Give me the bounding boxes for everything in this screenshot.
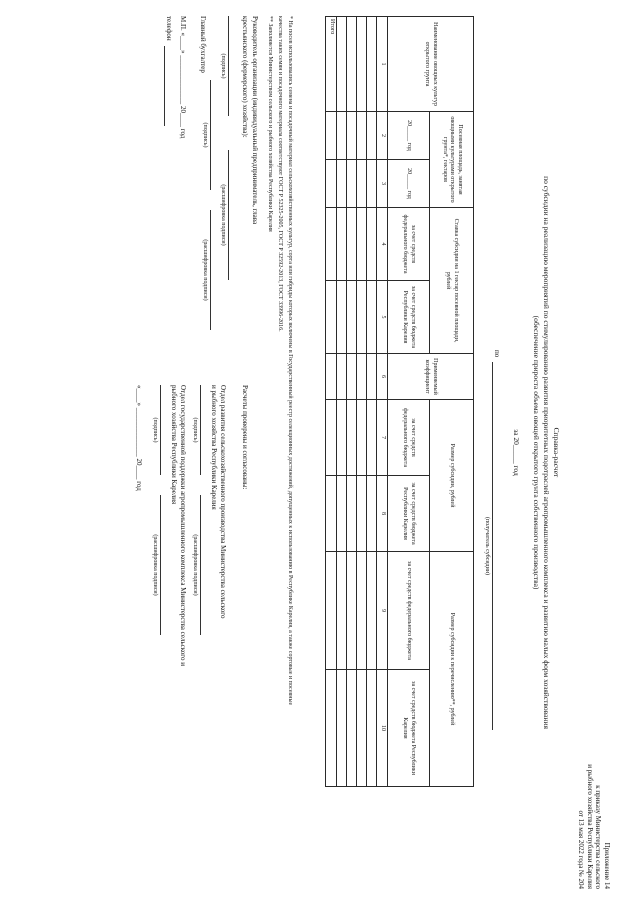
- column-number: 4: [377, 208, 388, 281]
- header-area-year1: 20_____ год: [388, 112, 430, 160]
- table-cell[interactable]: [326, 670, 337, 787]
- table-row: [337, 17, 347, 787]
- table-cell[interactable]: [326, 552, 337, 670]
- approval-date-line: «____» ______________ 20____ год: [135, 385, 143, 491]
- head-signature-field: [228, 16, 229, 116]
- for-label: по: [493, 350, 501, 358]
- table-cell[interactable]: [367, 354, 377, 400]
- checked-agreed-label: Расчеты проверены и согласованы:: [241, 385, 249, 490]
- table-cell[interactable]: [347, 552, 357, 670]
- doc-title: Справка-расчет: [552, 427, 561, 478]
- period-line: за 20_____ год: [512, 429, 521, 476]
- table-cell[interactable]: [357, 670, 367, 787]
- dept2-signature-field: [160, 385, 161, 475]
- table-cell[interactable]: [347, 160, 357, 208]
- appendix-line: и рыбного хозяйства Республики Карелия: [586, 764, 594, 889]
- footnote-1b: качества таких семян и посадочного материала соответствуют ГОСТ Р 52325-2005, ГОСТ Р 32592-2013, ГОСТ 33996-2016.: [277, 16, 283, 332]
- column-number: 5: [377, 281, 388, 354]
- appendix-line: к приказу Министерства сельского: [594, 785, 603, 889]
- column-number: 1: [377, 17, 388, 112]
- head-line-1: Руководитель организации (индивидуальный предприниматель, глава: [251, 16, 259, 225]
- appendix-line: от 13 мая 2022 года № 204: [577, 810, 586, 889]
- subsidy-table: [325, 16, 474, 787]
- column-number: 10: [377, 670, 388, 787]
- table-cell[interactable]: [367, 670, 377, 787]
- table-cell[interactable]: [367, 400, 377, 476]
- table-row: [367, 17, 377, 787]
- column-number: 8: [377, 476, 388, 552]
- table-cell[interactable]: [367, 112, 377, 160]
- chief-accountant-label: Главный бухгалтер: [199, 16, 207, 73]
- column-number: 6: [377, 354, 388, 400]
- appendix-line: Приложение 14: [603, 842, 611, 889]
- total-row: [326, 17, 337, 787]
- table-cell[interactable]: [337, 552, 347, 670]
- table-cell[interactable]: [337, 208, 347, 281]
- header-size-republic: за счет средств бюджета Республики Карелия: [388, 476, 430, 552]
- header-rate-federal: за счет средств федерального бюджета: [388, 208, 430, 281]
- column-number: 3: [377, 160, 388, 208]
- recipient-field: [492, 362, 493, 730]
- table-cell[interactable]: [347, 208, 357, 281]
- table-cell[interactable]: [326, 160, 337, 208]
- table-cell[interactable]: [337, 281, 347, 354]
- doc-subtitle-note: (обеспечение прироста объема овощей открытого грунта собственного производства): [532, 315, 541, 590]
- accountant-signature-field: [210, 80, 211, 190]
- decode-hint: (расшифровка подписи): [152, 534, 158, 596]
- recipient-hint: (получатель субсидии): [484, 516, 490, 576]
- appendix-block: [577, 764, 611, 889]
- dept2-line-2: рыбного хозяйства Республики Карелия: [170, 385, 178, 505]
- column-number: 7: [377, 400, 388, 476]
- table-cell[interactable]: [337, 17, 347, 112]
- header-rate: Ставка субсидии на 1 гектар посевной площади, рублей: [430, 208, 474, 354]
- table-cell[interactable]: [357, 160, 367, 208]
- phone-field[interactable]: [164, 46, 165, 126]
- header-size: Размер субсидии, рублей: [430, 400, 474, 552]
- column-number: 9: [377, 552, 388, 670]
- footnote-2: ** Заполняется Министерством сельского и рыбного хозяйства Республики Карелия: [267, 16, 273, 232]
- signature-hint: (подпись): [192, 417, 198, 443]
- header-transfer: Размер субсидии к перечислению**, рублей: [430, 552, 474, 787]
- table-cell[interactable]: [367, 17, 377, 112]
- decode-hint: (расшифровка подписи): [202, 239, 208, 301]
- total-label: Итого: [326, 17, 337, 112]
- table-cell[interactable]: [357, 476, 367, 552]
- table-cell[interactable]: [357, 112, 367, 160]
- table-cell[interactable]: [337, 112, 347, 160]
- table-cell[interactable]: [326, 281, 337, 354]
- table-cell[interactable]: [367, 552, 377, 670]
- table-cell[interactable]: [347, 17, 357, 112]
- table-cell[interactable]: [367, 160, 377, 208]
- table-cell[interactable]: [347, 400, 357, 476]
- column-number-row: [377, 17, 388, 787]
- decode-hint: (расшифровка подписи): [192, 534, 198, 596]
- signature-hint: (подпись): [202, 122, 208, 148]
- table-cell[interactable]: [347, 281, 357, 354]
- table-cell[interactable]: [337, 354, 347, 400]
- header-size-federal: за счет средств федерального бюджета: [388, 400, 430, 476]
- header-crop: Наименование овощных культур открытого грунта: [388, 17, 474, 112]
- table-cell[interactable]: [357, 17, 367, 112]
- table-cell[interactable]: [357, 281, 367, 354]
- signature-hint: (подпись): [220, 53, 226, 79]
- decode-hint: (расшифровка подписи): [220, 184, 226, 246]
- dept1-signature-field: [200, 385, 201, 475]
- table-cell[interactable]: [347, 112, 357, 160]
- table-cell[interactable]: [337, 400, 347, 476]
- table-cell[interactable]: [357, 400, 367, 476]
- doc-subtitle: по субсидии на реализацию мероприятий по стимулированию развития приоритетных подотраслей агропромышленного комплекса и развитию малых форм хозяйствования: [542, 176, 551, 729]
- table-cell[interactable]: [347, 670, 357, 787]
- table-row: [347, 17, 357, 787]
- header-transfer-federal: за счет средств федерального бюджета: [388, 552, 430, 670]
- table-cell[interactable]: [367, 208, 377, 281]
- table-cell[interactable]: [357, 354, 367, 400]
- column-number: 2: [377, 112, 388, 160]
- header-area-year2: 20_____ год: [388, 160, 430, 208]
- dept2-line-1: Отдел государственной поддержки агропромышленного комплекса Министерства сельского и: [179, 385, 187, 666]
- table-cell[interactable]: [357, 208, 367, 281]
- table-cell[interactable]: [347, 476, 357, 552]
- table-cell[interactable]: [337, 670, 347, 787]
- table-cell[interactable]: [337, 160, 347, 208]
- table-cell[interactable]: [367, 281, 377, 354]
- table-cell[interactable]: [326, 112, 337, 160]
- table-cell[interactable]: [326, 400, 337, 476]
- head-decode-field: [228, 150, 229, 280]
- phone-label: телефон: [165, 16, 173, 41]
- head-line-2: крестьянского (фермерского) хозяйства):: [241, 16, 249, 138]
- table-cell[interactable]: [367, 476, 377, 552]
- table-cell[interactable]: [326, 354, 337, 400]
- signature-hint: (подпись): [152, 417, 158, 443]
- table-row: [357, 17, 367, 787]
- mp-date-line: М.П. «____» ______________ 20____ год: [179, 16, 187, 139]
- dept1-line-2: и рыбного хозяйства Республики Карелия: [210, 385, 218, 510]
- table-cell[interactable]: [326, 208, 337, 281]
- dept1-decode-field: [200, 495, 201, 635]
- dept2-decode-field: [160, 495, 161, 635]
- header-rate-republic: за счет средств бюджета Республики Карелия: [388, 281, 430, 354]
- accountant-decode-field: [210, 210, 211, 330]
- dept1-line-1: Отдел развития сельскохозяйственного производства Министерства сельского: [219, 385, 227, 619]
- table-cell[interactable]: [357, 552, 367, 670]
- table-cell[interactable]: [326, 476, 337, 552]
- footnote-1: * На посев использовались семена и посадочный материал сельскохозяйственных культур, сорта или гибриды которых включены в Государственный реестр селекционных достижений, допущенных к использованию в Республике Карелия, а также сортовые и посевные: [287, 16, 293, 706]
- header-transfer-republic: за счет средств бюджета Республики Карелия: [388, 670, 430, 787]
- header-coef: Применяемый коэффициент: [388, 354, 474, 400]
- header-area: Посевная площадь, занятая овощными культурами открытого грунта*, гектаров: [430, 112, 474, 208]
- table-cell[interactable]: [347, 354, 357, 400]
- table-cell[interactable]: [337, 476, 347, 552]
